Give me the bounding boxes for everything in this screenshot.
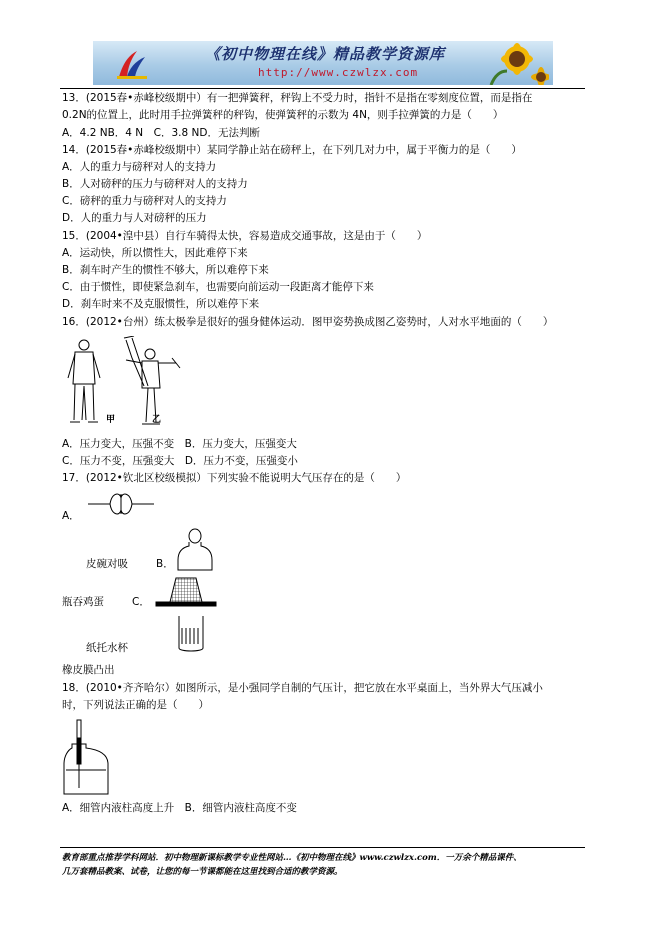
q16-options-row2: C．压力不变，压强变大 D．压力不变，压强变小: [62, 455, 298, 467]
footer-line2: 几万套精品教案、试卷，让您的每一节课都能在这里找到合适的教学资源。: [62, 867, 343, 877]
header-banner: [93, 41, 553, 85]
q18-stem-line2: 时，下列说法正确的是（ ）: [62, 699, 209, 711]
q15-option-a: A．运动快，所以惯性大，因此难停下来: [62, 247, 248, 259]
q17-option-b-caption: 瓶吞鸡蛋: [62, 596, 104, 608]
q17-stem: 17．(2012•钦北区校级模拟）下列实验不能说明大气压存在的是（ ）: [62, 472, 407, 484]
footer-divider: [60, 847, 585, 848]
q14-option-c: C．磅秤的重力与磅秤对人的支持力: [62, 195, 227, 207]
figure-label-jia: 甲: [106, 415, 116, 425]
q16-options-row1: A．压力变大，压强不变 B．压力变大，压强变大: [62, 438, 297, 450]
q14-option-d: D．人的重力与人对磅秤的压力: [62, 212, 207, 224]
q14-stem: 14．(2015春•赤峰校级期中）某同学静止站在磅秤上，在下列几对力中，属于平衡力的是（ ）: [62, 144, 522, 156]
q15-option-b: B．刹车时产生的惯性不够大，所以难停下来: [62, 264, 269, 276]
figure-label-yi: 乙: [152, 415, 162, 425]
rubber-membrane-figure: [176, 614, 206, 654]
q17-option-a-caption: 皮碗对吸: [86, 558, 128, 570]
q15-option-d: D．刹车时来不及克服惯性，所以难停下来: [62, 298, 260, 310]
sunflower-icon: [477, 41, 549, 85]
q13-stem-line1: 13．(2015春•赤峰校级期中）有一把弹簧秤，秤钩上不受力时，指针不是指在零刻度位置，而是指在: [62, 92, 533, 104]
q14-option-b: B．人对磅秤的压力与磅秤对人的支持力: [62, 178, 248, 190]
barometer-bottle-figure: [62, 718, 114, 798]
q13-options: A．4.2 NB．4 N C．3.8 ND．无法判断: [62, 127, 260, 139]
footer-line1: 教育部重点推荐学科网站．初中物理新课标教学专业性网站…《初中物理在线》www.czwlzx.com．一万余个精品课件、: [62, 853, 522, 863]
q15-option-c: C．由于惯性，即使紧急刹车，也需要向前运动一段距离才能停下来: [62, 281, 374, 293]
q15-stem: 15．(2004•湟中县）自行车骑得太快，容易造成交通事故，这是由于（ ）: [62, 230, 428, 242]
q18-options: A．细管内液柱高度上升 B．细管内液柱高度不变: [62, 802, 297, 814]
q16-stem: 16．(2012•台州）练太极拳是很好的强身健体运动．图甲姿势换成图乙姿势时，人对水平地面的（ ）: [62, 316, 554, 328]
q17-option-d-caption: 橡皮膜凸出: [62, 664, 115, 676]
q13-stem-line2: 0.2N的位置上，此时用手拉弹簧秤的秤钩，使弹簧秤的示数为 4N，则手拉弹簧的力是（ ）: [62, 109, 504, 121]
banner-title: 《初中物理在线》精品教学资源库: [205, 45, 446, 63]
site-logo-icon: [115, 47, 149, 81]
paper-cup-figure: [154, 576, 218, 608]
banner-url: http://www.czwlzx.com: [258, 66, 419, 79]
tai-chi-figure: [62, 336, 190, 430]
q17-option-c-label: C．: [132, 596, 150, 608]
q17-option-c-caption: 纸托水杯: [86, 642, 128, 654]
suction-cups-figure: [86, 490, 156, 524]
egg-bottle-figure: [176, 528, 214, 572]
q17-option-b-label: B．: [156, 558, 174, 570]
q17-option-a-label: A．: [62, 510, 80, 522]
page-footer: [62, 851, 592, 879]
q14-option-a: A．人的重力与磅秤对人的支持力: [62, 161, 217, 173]
header-divider: [60, 88, 585, 89]
q18-stem-line1: 18．(2010•齐齐哈尔）如图所示，是小强同学自制的气压计，把它放在水平桌面上，当外界大气压减小: [62, 682, 543, 694]
